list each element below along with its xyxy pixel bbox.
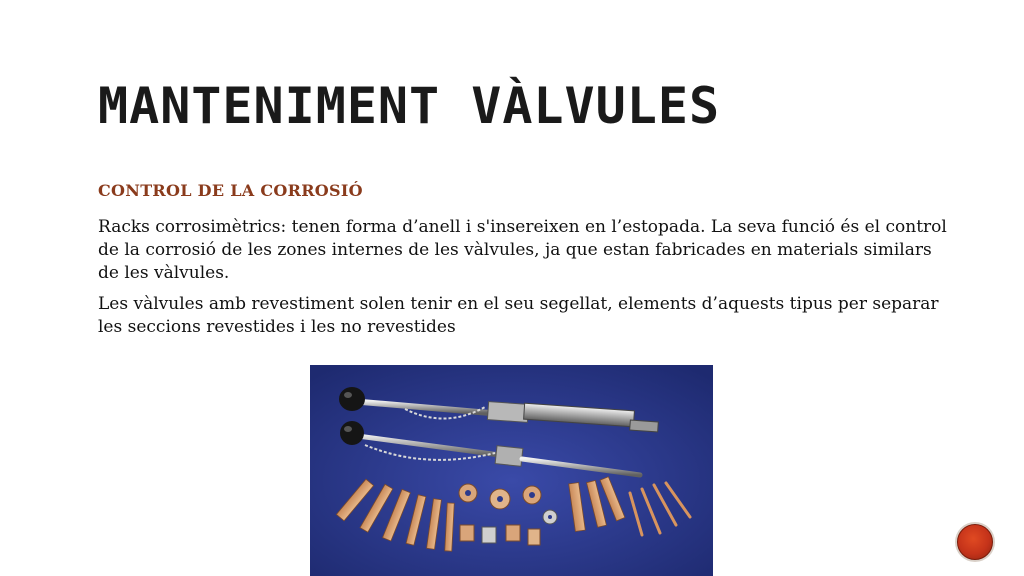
red-circle-badge-icon xyxy=(957,524,993,560)
paragraph-revestiment: Les vàlvules amb revestiment solen tenir en el seu segellat, elements d’aquests tipus per separar les seccions revestides i les no revestides xyxy=(98,294,939,337)
section-subtitle: CONTROL DE LA CORROSIÓ xyxy=(98,181,363,200)
slide-title: MANTENIMENT VÀLVULES xyxy=(98,77,721,135)
paragraph-racks: Racks corrosimètrics: tenen forma d’anell i s'insereixen en l’estopada. La seva funció és el control de la corrosió de les zones internes de les vàlvules, ja que estan fabricades en materials similars de les vàlvules. xyxy=(98,217,947,283)
slide-body xyxy=(98,216,948,347)
corrosion-coupons-illustration xyxy=(310,365,713,576)
slide-badge-icon xyxy=(955,522,995,562)
corrosion-coupons-photo xyxy=(310,365,713,576)
